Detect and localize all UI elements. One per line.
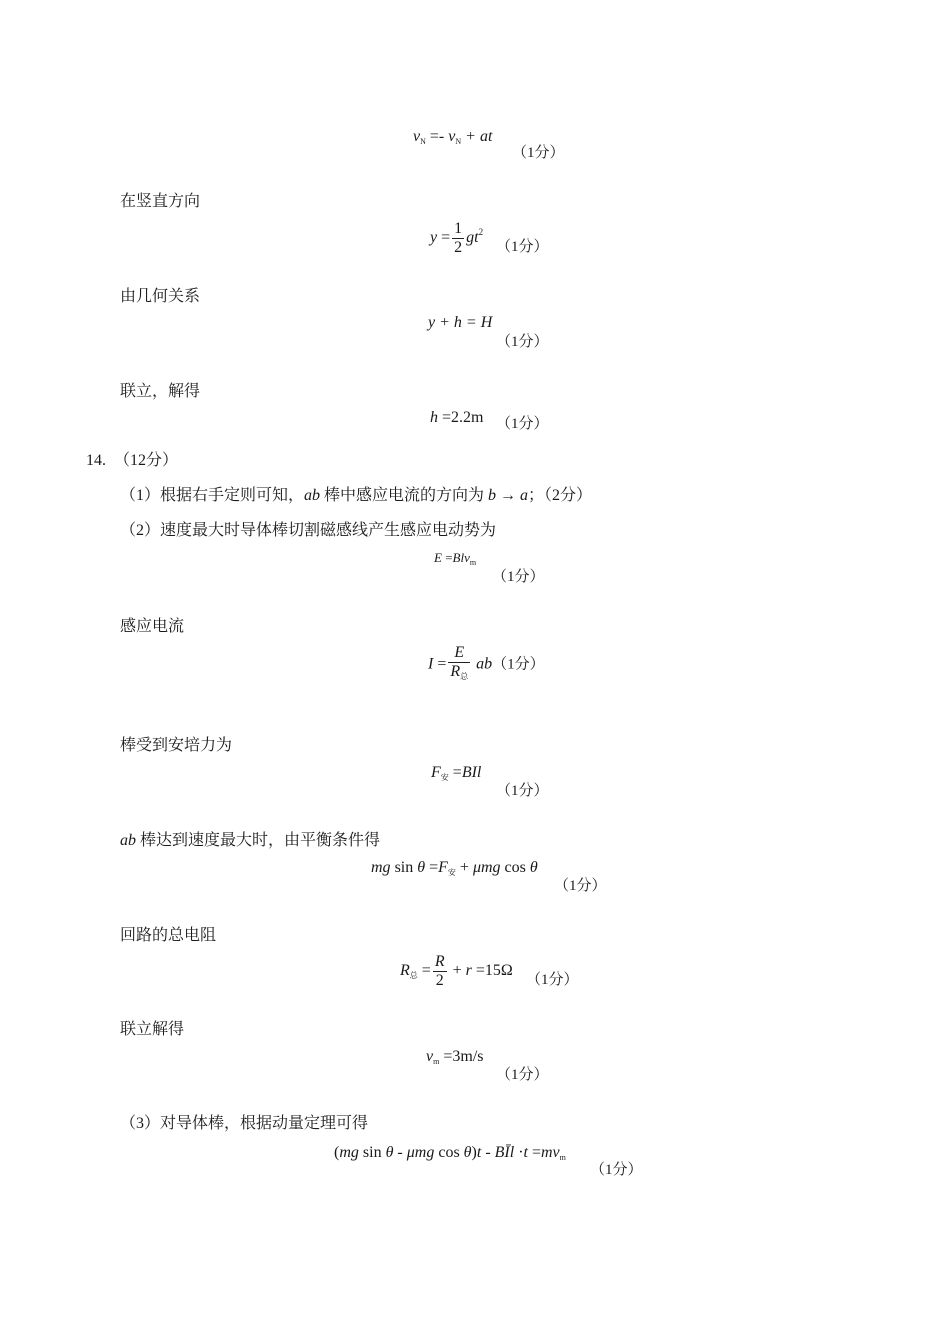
denominator — [448, 662, 470, 686]
equation-vm — [426, 1048, 483, 1066]
var-y: y — [430, 229, 438, 247]
score-momentum: （1分） — [590, 1162, 643, 1178]
func-cos: cos — [500, 859, 530, 876]
equation-y — [430, 220, 483, 257]
label-force: 棒受到安培力为 — [120, 737, 233, 754]
score-yh: （1分） — [496, 334, 549, 350]
var-theta-2: θ — [463, 1144, 472, 1161]
operator-minus-2: - — [481, 1144, 495, 1161]
value-r: =15Ω — [471, 962, 513, 980]
operator: =- — [425, 128, 449, 145]
var-r: R — [400, 962, 410, 980]
label-solve-2: 联立解得 — [120, 1021, 185, 1038]
term-ab: ab — [472, 655, 493, 673]
var-r: R — [450, 663, 461, 680]
operator-plus: + — [455, 859, 473, 876]
paren-open: ( — [334, 1144, 340, 1161]
equation-h — [430, 409, 483, 427]
current-direction: b → a — [488, 487, 529, 504]
value-h: =2.2m — [438, 409, 484, 426]
label-current: 感应电流 — [120, 618, 185, 635]
question-points: （12分） — [114, 452, 179, 469]
sub-n: N — [420, 137, 426, 146]
var-f: F — [431, 764, 441, 781]
label-resistance: 回路的总电阻 — [120, 927, 217, 944]
operator: = — [441, 550, 453, 565]
operator: = — [433, 655, 447, 673]
operator-plus: + — [448, 962, 466, 980]
denominator: 2 — [454, 239, 463, 256]
fraction-r-over-2 — [433, 953, 447, 990]
value-vm: =3m/s — [439, 1048, 484, 1065]
fraction-half — [452, 220, 464, 257]
numerator: R — [434, 953, 445, 970]
operator: = — [527, 1144, 541, 1161]
question-number: 14. — [86, 452, 106, 469]
sub-m: m — [559, 1153, 566, 1162]
var-theta: θ — [417, 859, 426, 876]
label-solve-1: 联立，解得 — [120, 383, 201, 400]
func-sin: sin — [358, 1144, 386, 1161]
score-f: （1分） — [496, 783, 549, 799]
var-t: t — [476, 1144, 482, 1161]
score-vm: （1分） — [496, 1067, 549, 1083]
operator: = — [448, 764, 462, 781]
equation-f — [431, 764, 481, 783]
sub-m: m — [469, 558, 477, 567]
var-small-r: r — [465, 962, 472, 980]
part-1-mid: 棒中感应电流的方向为 — [320, 487, 489, 504]
var-ab: ab — [120, 832, 136, 849]
equation-vn — [413, 128, 492, 146]
score-vn: （1分） — [512, 145, 565, 161]
score-r: （1分） — [526, 972, 579, 988]
question-14 — [86, 447, 178, 470]
term-bil-avg: BĪl — [494, 1144, 515, 1161]
numerator: E — [454, 644, 465, 661]
term-mu-mg: μmg — [406, 1144, 435, 1161]
score-e: （1分） — [492, 569, 545, 585]
denominator: 2 — [433, 971, 447, 990]
operator: = — [417, 962, 431, 980]
var-t-2: t — [523, 1144, 528, 1161]
sub-an: 安 — [447, 868, 456, 877]
label-balance — [120, 827, 380, 850]
part-2: （2）速度最大时导体棒切割磁感线产生感应电动势为 — [120, 522, 497, 539]
var-e: E — [434, 550, 442, 565]
var-i: I — [428, 655, 434, 673]
term-gt: gt — [466, 229, 479, 247]
sub-m: m — [433, 1057, 440, 1066]
term-mu-mg: μmg — [472, 859, 501, 876]
term-blv: Blv — [452, 550, 470, 565]
label-geometry: 由几何关系 — [120, 288, 201, 305]
func-sin: sin — [390, 859, 418, 876]
term-mg: mg — [339, 1144, 359, 1161]
var-v: v — [413, 128, 421, 145]
part-3: （3）对导体棒，根据动量定理可得 — [120, 1115, 369, 1132]
sub-total: 总 — [460, 672, 469, 681]
score-part-1: （2分） — [544, 487, 593, 504]
part-1-prefix: （1）根据右手定则可知， — [120, 487, 305, 504]
var-h: h — [430, 409, 438, 426]
term-at: + at — [461, 128, 493, 145]
var-v: v — [426, 1048, 434, 1065]
operator-minus: - — [393, 1144, 407, 1161]
score-h: （1分） — [496, 416, 549, 432]
score-balance: （1分） — [554, 878, 607, 894]
term-mg: mg — [371, 859, 391, 876]
operator: = — [437, 229, 451, 247]
equation-e — [434, 550, 476, 567]
paren-close: ) — [471, 1144, 477, 1161]
operator: = — [425, 859, 439, 876]
part-1 — [120, 482, 592, 505]
score-y: （1分） — [496, 239, 549, 255]
equation-r — [400, 953, 513, 990]
score-i: （1分） — [492, 656, 545, 673]
equation-i — [428, 644, 545, 686]
label-vertical: 在竖直方向 — [120, 193, 201, 210]
var-theta: θ — [385, 1144, 394, 1161]
var-v2: v — [448, 128, 456, 145]
term-bil: BIl — [461, 764, 482, 781]
sub-n2: N — [455, 137, 462, 146]
var-f: F — [438, 859, 448, 876]
var-theta-2: θ — [529, 859, 538, 876]
label-balance-text: 棒达到速度最大时，由平衡条件得 — [136, 832, 381, 849]
exponent: 2 — [478, 227, 484, 238]
var-ab: ab — [304, 487, 321, 504]
term-mv: mv — [541, 1144, 560, 1161]
operator-dot: · — [514, 1144, 524, 1161]
equation-yh: y + h = H — [428, 314, 493, 331]
part-1-end: ； — [528, 487, 545, 504]
numerator: 1 — [454, 220, 463, 237]
equation-balance — [371, 859, 538, 878]
sub-an: 安 — [440, 773, 449, 782]
func-cos: cos — [434, 1144, 464, 1161]
equation-momentum — [334, 1144, 566, 1162]
fraction-e-over-r — [448, 644, 470, 686]
sub-total: 总 — [409, 971, 418, 981]
